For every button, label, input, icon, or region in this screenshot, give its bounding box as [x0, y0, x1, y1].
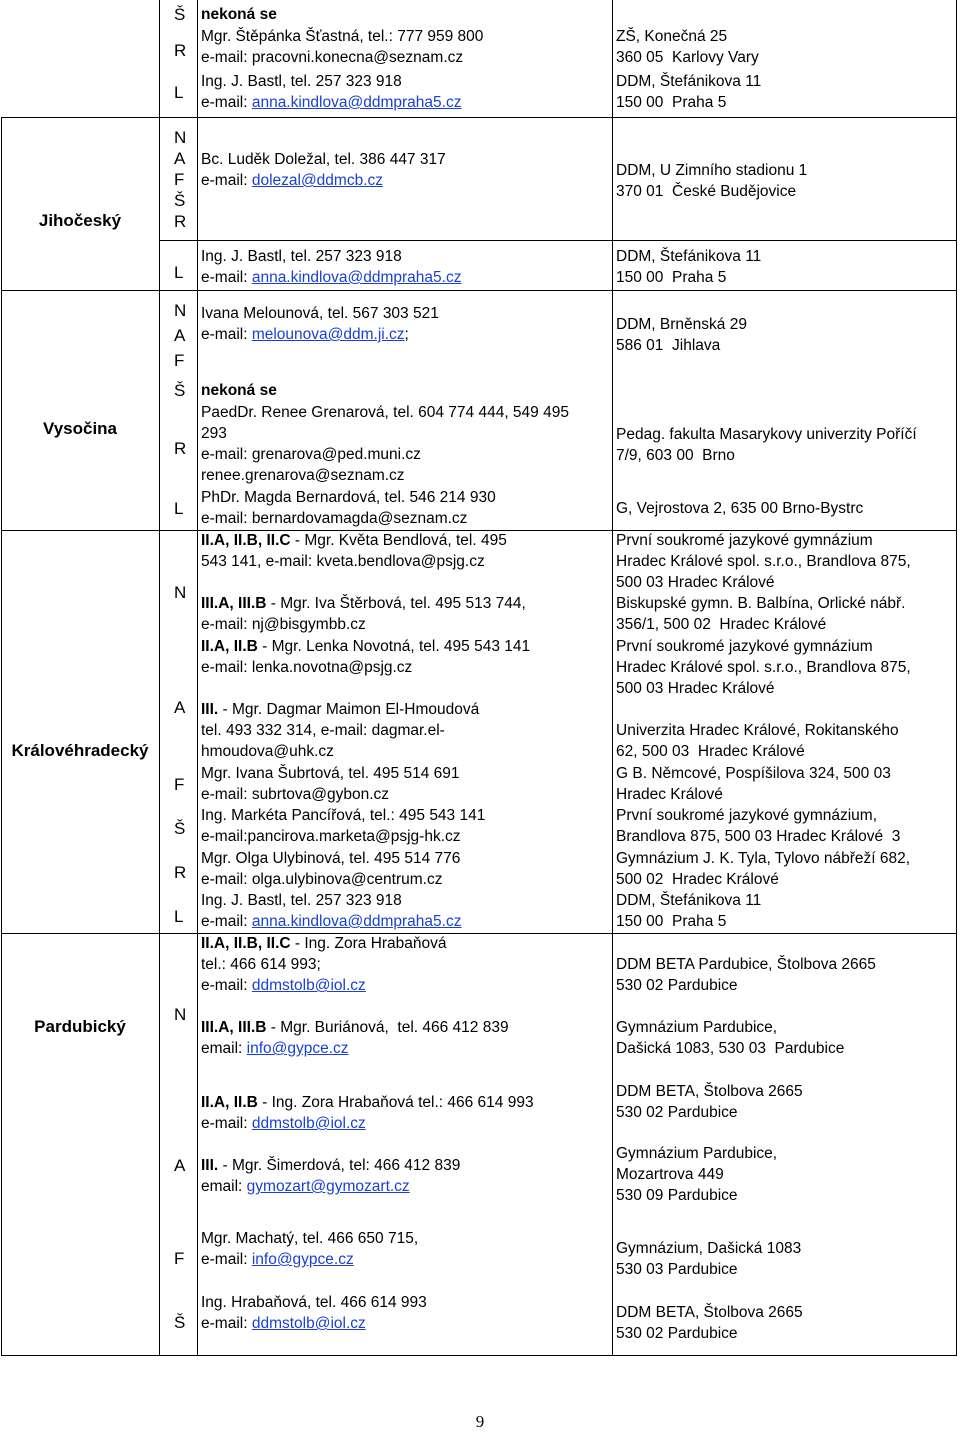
contact-text: ;: [404, 326, 409, 343]
round-letter: Š: [174, 819, 186, 838]
venue-line: Gymnázium J. K. Tyla, Tylovo nábřeží 682,: [616, 850, 911, 867]
venue-line: 530 02 Pardubice: [616, 1325, 738, 1342]
venue-line: G, Vejrostova 2, 635 00 Brno-Bystrc: [616, 500, 864, 517]
email-link[interactable]: dolezal@ddmcb.cz: [251, 172, 384, 189]
region-name: Královéhradecký: [11, 741, 149, 760]
email-link[interactable]: anna.kindlova@ddmpraha5.cz: [251, 269, 462, 286]
contact-line: [201, 149, 446, 170]
contact-text: e-mail: subrtova@gybon.cz: [201, 786, 390, 803]
contact-text: Ivana Melounová, tel. 567 303 521: [201, 305, 439, 322]
table-border-left: [1, 117, 2, 1355]
contact-line: [201, 933, 447, 954]
contact-bold-text: III.A, III.B: [201, 1019, 267, 1036]
contact-text: 543 141, e-mail: kveta.bendlova@psjg.cz: [201, 553, 485, 570]
contact-bold-text: II.A, II.B: [201, 1094, 258, 1111]
contact-line: [201, 657, 412, 678]
contact-line: [201, 267, 461, 288]
contact-line: [201, 551, 485, 572]
venue-line: Gymnázium Pardubice,: [616, 1145, 778, 1162]
contact-text: e-mail:: [201, 94, 252, 111]
venue-line: DDM, U Zimního stadionu 1: [616, 162, 808, 179]
column-divider-region: [159, 0, 160, 1355]
contact-text: Ing. J. Bastl, tel. 257 323 918: [201, 248, 402, 265]
contact-text: e-mail:: [201, 1115, 252, 1132]
contact-text: - Ing. Zora Hrabaňová tel.: 466 614 993: [257, 1094, 534, 1111]
contact-text: tel.: 466 614 993;: [201, 956, 321, 973]
venue-line: Hradec Králové: [616, 786, 723, 803]
round-letter: R: [174, 41, 187, 60]
contact-line: [201, 402, 569, 423]
venue-line: 7/9, 603 00 Brno: [616, 447, 735, 464]
contact-text: Bc. Luděk Doležal, tel. 386 447 317: [201, 151, 446, 168]
round-letter: R: [174, 439, 187, 458]
venue-line: První soukromé jazykové gymnázium,: [616, 807, 878, 824]
contact-text: hmoudova@uhk.cz: [201, 743, 334, 760]
venue-line: DDM BETA Pardubice, Štolbova 2665: [616, 956, 876, 973]
contact-line: [201, 380, 277, 401]
contact-line: [201, 26, 483, 47]
contact-text: e-mail:: [201, 269, 252, 286]
venue-line: 530 03 Pardubice: [616, 1261, 738, 1278]
row-divider: [1, 933, 956, 934]
contact-line: [201, 869, 442, 890]
contact-text: Mgr. Ivana Šubrtová, tel. 495 514 691: [201, 765, 460, 782]
round-letter: N: [174, 1005, 187, 1024]
venue-line: 530 02 Pardubice: [616, 1104, 738, 1121]
contact-line: [201, 1313, 366, 1334]
schedule-table: [1, 0, 957, 1356]
contact-line: [201, 530, 507, 551]
venue-line: 150 00 Praha 5: [616, 94, 727, 111]
contact-bold-text: II.A, II.B, II.C: [201, 532, 291, 549]
contact-text: tel. 493 332 314, e-mail: dagmar.el-: [201, 722, 445, 739]
round-letter: L: [174, 83, 184, 102]
venue-line: První soukromé jazykové gymnázium: [616, 532, 873, 549]
contact-text: - Mgr. Dagmar Maimon El-Hmoudová: [218, 701, 480, 718]
contact-line: [201, 593, 526, 614]
round-letter: L: [174, 907, 184, 926]
round-letter: Š: [174, 1313, 186, 1332]
contact-line: [201, 508, 467, 529]
venue-line: Pedag. fakulta Masarykovy univerzity Poříčí: [616, 426, 917, 443]
region-name: Pardubický: [34, 1017, 126, 1036]
venue-line: 500 03 Hradec Králové: [616, 574, 775, 591]
contact-line: [201, 423, 227, 444]
round-letter: F: [174, 351, 185, 370]
venue-line: Hradec Králové spol. s.r.o., Brandlova 875,: [616, 553, 911, 570]
page-number: 9: [475, 1412, 485, 1431]
contact-line: [201, 975, 366, 996]
round-letter: L: [174, 499, 184, 518]
contact-text: e-mail:pancirova.marketa@psjg-hk.cz: [201, 828, 461, 845]
round-letter: A: [174, 1156, 186, 1175]
contact-line: [201, 1292, 427, 1313]
venue-line: Dašická 1083, 530 03 Pardubice: [616, 1040, 845, 1057]
email-link[interactable]: info@gypce.cz: [246, 1040, 349, 1057]
contact-text: - Mgr. Iva Štěrbová, tel. 495 513 744,: [266, 595, 526, 612]
row-divider: [1, 290, 956, 291]
contact-line: [201, 1113, 366, 1134]
contact-text: e-mail:: [201, 1251, 252, 1268]
contact-line: [201, 848, 460, 869]
round-letter: R: [174, 863, 187, 882]
contact-text: Mgr. Olga Ulybinová, tel. 495 514 776: [201, 850, 461, 867]
venue-line: 150 00 Praha 5: [616, 913, 727, 930]
venue-line: Gymnázium, Dašická 1083: [616, 1240, 802, 1257]
round-letter: A: [174, 149, 186, 168]
contact-line: [201, 1092, 534, 1113]
email-link[interactable]: info@gypce.cz: [251, 1251, 354, 1268]
contact-text: - Mgr. Buriánová, tel. 466 412 839: [266, 1019, 509, 1036]
round-letter: A: [174, 698, 186, 717]
round-letter: F: [174, 1249, 185, 1268]
contact-line: [201, 1155, 460, 1176]
contact-line: [201, 826, 461, 847]
contact-line: [201, 303, 439, 324]
round-letter: Š: [174, 191, 186, 210]
venue-line: ZŠ, Konečná 25: [616, 28, 728, 45]
contact-text: Mgr. Machatý, tel. 466 650 715,: [201, 1230, 419, 1247]
contact-text: e-mail: bernardovamagda@seznam.cz: [201, 510, 468, 527]
contact-line: [201, 784, 389, 805]
round-letter: F: [174, 775, 185, 794]
contact-line: [201, 487, 496, 508]
contact-line: [201, 1176, 410, 1197]
email-link[interactable]: anna.kindlova@ddmpraha5.cz: [251, 94, 462, 111]
round-letter: N: [174, 301, 187, 320]
contact-text: e-mail:: [201, 913, 252, 930]
contact-line: [201, 465, 405, 486]
venue-line: 500 03 Hradec Králové: [616, 680, 775, 697]
column-divider-round: [197, 0, 198, 1355]
contact-line: [201, 636, 530, 657]
contact-text: - Mgr. Šimerdová, tel: 466 412 839: [218, 1157, 461, 1174]
venue-line: 370 01 České Budějovice: [616, 183, 797, 200]
venue-line: 530 02 Pardubice: [616, 977, 738, 994]
contact-line: [201, 1038, 349, 1059]
venue-line: Biskupské gymn. B. Balbína, Orlické nábř.: [616, 595, 906, 612]
contact-text: e-mail: nj@bisgymbb.cz: [201, 616, 366, 633]
venue-line: 586 01 Jihlava: [616, 337, 721, 354]
venue-line: 356/1, 500 02 Hradec Králové: [616, 616, 827, 633]
contact-bold-text: III.: [201, 701, 219, 718]
region-name: Vysočina: [42, 419, 118, 438]
contact-line: [201, 92, 461, 113]
email-link[interactable]: ddmstolb@iol.cz: [251, 977, 366, 994]
contact-line: [201, 911, 461, 932]
round-letter: Š: [174, 5, 186, 24]
venue-line: 360 05 Karlovy Vary: [616, 49, 759, 66]
contact-line: [201, 741, 334, 762]
contact-line: [201, 324, 409, 345]
email-link[interactable]: ddmstolb@iol.cz: [251, 1315, 366, 1332]
contact-text: email:: [201, 1178, 247, 1195]
email-link[interactable]: ddmstolb@iol.cz: [251, 1115, 366, 1132]
round-letter: A: [174, 326, 186, 345]
row-divider: [1, 117, 956, 118]
contact-text: e-mail: pracovni.konecna@seznam.cz: [201, 49, 464, 66]
contact-text: e-mail:: [201, 326, 252, 343]
contact-text: renee.grenarova@seznam.cz: [201, 467, 405, 484]
contact-text: PaedDr. Renee Grenarová, tel. 604 774 444, 549 495: [201, 404, 569, 421]
venue-line: První soukromé jazykové gymnázium: [616, 638, 873, 655]
round-letter: L: [174, 263, 184, 282]
venue-line: DDM, Štefánikova 11: [616, 248, 762, 265]
venue-line: DDM, Brněnská 29: [616, 316, 747, 333]
round-letter: R: [174, 212, 187, 231]
contact-bold-text: III.: [201, 1157, 219, 1174]
contact-line: [201, 614, 366, 635]
contact-line: [201, 890, 402, 911]
contact-text: e-mail: grenarova@ped.muni.cz: [201, 446, 421, 463]
round-letter: F: [174, 170, 185, 189]
venue-line: 530 09 Pardubice: [616, 1187, 738, 1204]
contact-text: e-mail: lenka.novotna@psjg.cz: [201, 659, 413, 676]
contact-line: [201, 720, 445, 741]
venue-line: Gymnázium Pardubice,: [616, 1019, 778, 1036]
contact-line: [201, 71, 402, 92]
contact-line: [201, 444, 421, 465]
contact-line: [201, 763, 460, 784]
contact-text: Mgr. Štěpánka Šťastná, tel.: 777 959 800: [201, 28, 484, 45]
venue-line: DDM BETA, Štolbova 2665: [616, 1083, 803, 1100]
contact-bold-text: nekoná se: [201, 382, 277, 399]
contact-text: e-mail:: [201, 172, 252, 189]
venue-line: DDM, Štefánikova 11: [616, 892, 762, 909]
email-link[interactable]: melounova@ddm.ji.cz: [251, 326, 405, 343]
contact-text: e-mail: olga.ulybinova@centrum.cz: [201, 871, 443, 888]
contact-line: [201, 4, 277, 25]
column-divider-contact: [612, 0, 613, 1355]
round-letter: Š: [174, 381, 186, 400]
venue-line: DDM BETA, Štolbova 2665: [616, 1304, 803, 1321]
contact-line: [201, 954, 321, 975]
round-letter: N: [174, 583, 187, 602]
contact-text: 293: [201, 425, 227, 442]
contact-line: [201, 805, 485, 826]
contact-line: [201, 246, 402, 267]
contact-line: [201, 47, 463, 68]
contact-text: email:: [201, 1040, 247, 1057]
contact-line: [201, 1249, 354, 1270]
contact-text: PhDr. Magda Bernardová, tel. 546 214 930: [201, 489, 496, 506]
contact-bold-text: II.A, II.B, II.C: [201, 935, 291, 952]
venue-line: 500 02 Hradec Králové: [616, 871, 779, 888]
contact-line: [201, 699, 479, 720]
venue-line: Brandlova 875, 500 03 Hradec Králové 3: [616, 828, 901, 845]
row-divider: [159, 240, 956, 241]
venue-line: Hradec Králové spol. s.r.o., Brandlova 875,: [616, 659, 911, 676]
venue-line: 150 00 Praha 5: [616, 269, 727, 286]
venue-line: G B. Němcové, Pospíšilova 324, 500 03: [616, 765, 891, 782]
venue-line: Univerzita Hradec Králové, Rokitanského: [616, 722, 899, 739]
contact-bold-text: II.A, II.B: [201, 638, 258, 655]
contact-text: Ing. Hrabaňová, tel. 466 614 993: [201, 1294, 427, 1311]
contact-text: Ing. J. Bastl, tel. 257 323 918: [201, 73, 402, 90]
contact-line: [201, 1228, 418, 1249]
venue-line: DDM, Štefánikova 11: [616, 73, 762, 90]
contact-line: [201, 1017, 509, 1038]
contact-text: - Mgr. Lenka Novotná, tel. 495 543 141: [257, 638, 531, 655]
contact-bold-text: nekoná se: [201, 6, 277, 23]
email-link[interactable]: anna.kindlova@ddmpraha5.cz: [251, 913, 462, 930]
contact-line: [201, 170, 383, 191]
contact-text: Ing. J. Bastl, tel. 257 323 918: [201, 892, 402, 909]
contact-text: - Ing. Zora Hrabaňová: [290, 935, 447, 952]
venue-line: Mozartrova 449: [616, 1166, 724, 1183]
contact-text: Ing. Markéta Pancířová, tel.: 495 543 141: [201, 807, 486, 824]
contact-text: e-mail:: [201, 977, 252, 994]
venue-line: 62, 500 03 Hradec Králové: [616, 743, 805, 760]
email-link[interactable]: gymozart@gymozart.cz: [246, 1178, 410, 1195]
contact-text: e-mail:: [201, 1315, 252, 1332]
round-letter: N: [174, 128, 187, 147]
region-name: Jihočeský: [38, 211, 122, 230]
contact-text: - Mgr. Květa Bendlová, tel. 495: [290, 532, 507, 549]
contact-bold-text: III.A, III.B: [201, 595, 267, 612]
